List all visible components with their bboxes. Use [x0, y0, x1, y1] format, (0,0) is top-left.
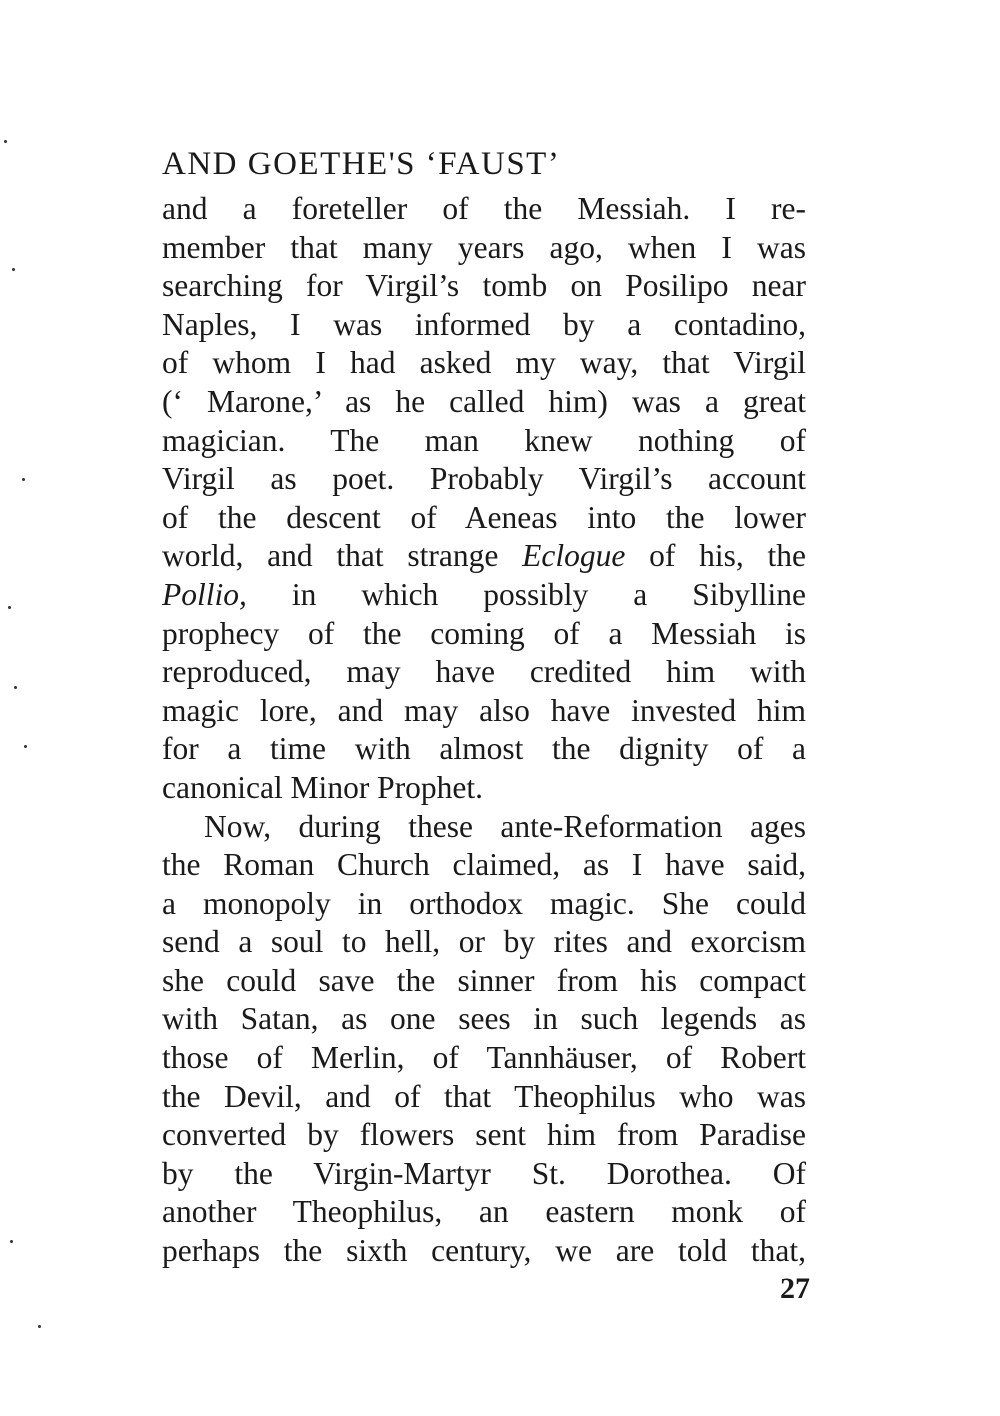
text-line: and a foreteller of the Messiah. I re-	[162, 191, 806, 226]
scan-speck	[24, 745, 27, 748]
text-line-with-italic	[162, 576, 806, 615]
body-text	[162, 190, 806, 1271]
text-line: those of Merlin, of Tannhäuser, of Robert	[162, 1040, 806, 1076]
page-number: 27	[780, 1272, 810, 1305]
text-line: magic lore, and may also have invested him	[162, 692, 806, 728]
text-line: Naples, I was informed by a contadino,	[162, 306, 806, 342]
italic-title-eclogue: Eclogue	[522, 538, 626, 574]
text-line: canonical Minor Prophet.	[162, 769, 484, 805]
scan-speck	[10, 1240, 13, 1243]
scan-speck	[12, 268, 15, 271]
text-run: of his, the	[625, 538, 807, 574]
text-line: perhaps the sixth century, we are told that,	[162, 1233, 806, 1269]
text-line: another Theophilus, an eastern monk of	[162, 1194, 806, 1230]
text-line: she could save the sinner from his compact	[162, 962, 806, 998]
paragraph-1	[162, 190, 806, 808]
text-line: of whom I had asked my way, that Virgil	[162, 345, 806, 381]
text-line: searching for Virgil’s tomb on Posilipo near	[162, 268, 806, 304]
text-line: by the Virgin-Martyr St. Dorothea. Of	[162, 1155, 806, 1191]
text-line: member that many years ago, when I was	[162, 229, 806, 265]
text-run: in which possibly a Sibylline	[246, 576, 806, 612]
scan-speck	[22, 478, 25, 481]
text-line: the Devil, and of that Theophilus who was	[162, 1078, 806, 1114]
text-line: the Roman Church claimed, as I have said,	[162, 847, 806, 883]
text-line: of the descent of Aeneas into the lower	[162, 499, 806, 535]
scan-speck	[38, 1325, 41, 1328]
text-line: Now, during these ante-Reformation ages	[204, 808, 806, 844]
text-line: reproduced, may have credited him with	[162, 654, 806, 690]
paragraph-2	[162, 808, 806, 1271]
running-head: AND GOETHE'S ‘FAUST’	[162, 146, 561, 182]
text-line: send a soul to hell, or by rites and exorcism	[162, 924, 806, 960]
text-run: world, and that strange	[162, 538, 523, 574]
text-line: with Satan, as one sees in such legends as	[162, 1001, 806, 1037]
scan-speck	[4, 140, 7, 143]
scan-speck	[8, 606, 11, 609]
text-line: a monopoly in orthodox magic. She could	[162, 885, 806, 921]
text-line: converted by flowers sent him from Paradise	[162, 1117, 806, 1153]
text-line: magician. The man knew nothing of	[162, 422, 806, 458]
text-line: Virgil as poet. Probably Virgil’s account	[162, 461, 806, 497]
scan-speck	[14, 686, 17, 689]
text-line-with-italic	[162, 537, 806, 576]
text-line: (‘ Marone,’ as he called him) was a great	[162, 383, 806, 419]
italic-title-pollio: Pollio,	[162, 576, 247, 612]
text-line: for a time with almost the dignity of a	[162, 731, 806, 767]
text-line: prophecy of the coming of a Messiah is	[162, 615, 806, 651]
